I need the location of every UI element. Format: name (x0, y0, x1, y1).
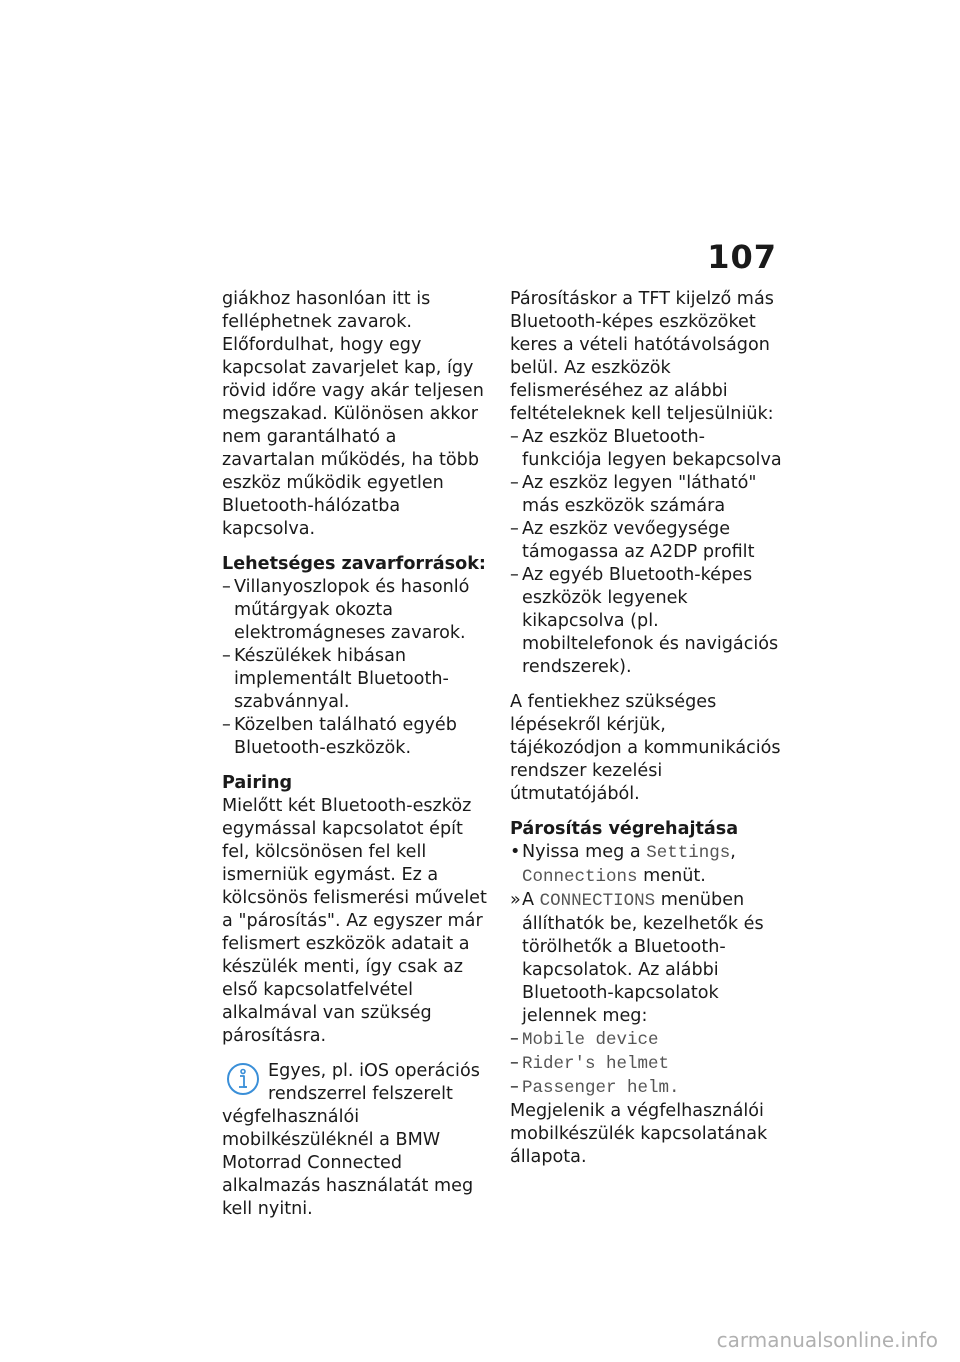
result-item: » A CONNECTIONS menüben állíthatók be, kezelhetők és törölhetők a Bluetooth-kapcsolatok. Az alábbi Bluetooth-kapcsolatok jelennek meg: (510, 890, 764, 1026)
list-item: – Közelben található egyéb Bluetooth-eszközök. (222, 715, 457, 758)
list-item: – Az eszköz legyen "látható" más eszközök számára (510, 473, 757, 516)
connection-item: – Passenger helm. (510, 1077, 680, 1098)
interference-sources-list (222, 576, 494, 760)
list-item: – Villanyoszlopok és hasonló műtárgyak okozta elektromágneses zavarok. (222, 577, 470, 643)
settings-menu-ref: Settings (646, 843, 731, 863)
pairing-paragraph: Mielőtt két Bluetooth-eszköz egymással kapcsolatot épít fel, kölcsönösen fel kell ismerniük egymást. Ez a kölcsönös felismerési művelet a "párosítás". Az egyszer már felismert eszközök adatait a készülék menti, így csak az első kapcsolatfelvétel alkalmával van szükség párosításra. (222, 796, 487, 1046)
left-column (222, 288, 494, 1221)
page-number: 107 (707, 238, 777, 276)
info-note (222, 1060, 494, 1221)
conditions-list (510, 426, 782, 679)
bullet-icon: • (510, 842, 521, 862)
pairing-steps (510, 841, 782, 1100)
step-item: • Nyissa meg a Settings, Connections menüt. (510, 842, 736, 887)
connection-item: – Rider's helmet (510, 1053, 670, 1074)
list-item: – Az egyéb Bluetooth-képes eszközök legyenek kikapcsolva (pl. mobiltelefonok és navigációs rendszerek). (510, 565, 779, 677)
info-note-text: Egyes, pl. iOS operációs rendszerrel felszerelt végfelhasználói mobilkészüléknél a BMW Motorrad Connected alkalmazás használatát meg kell nyitni. (222, 1061, 480, 1219)
pairing-execution-heading: Párosítás végrehajtása (510, 819, 739, 839)
watermark: carmanualsonline.info (716, 1328, 938, 1352)
more-info-paragraph: A fentiekhez szükséges lépésekről kérjük, tájékozódjon a kommunikációs rendszer kezelési útmutatójából. (510, 692, 781, 804)
right-column (510, 288, 782, 1181)
connections-menu-title: CONNECTIONS (539, 891, 656, 911)
info-icon (226, 1062, 260, 1096)
list-item: – Az eszköz Bluetooth-funkciója legyen bekapcsolva (510, 427, 782, 470)
pairing-intro-paragraph: Párosításkor a TFT kijelző más Bluetooth-képes eszközöket keres a vételi hatótávolságon belül. Az eszközök felismeréséhez az alábbi feltételeknek kell teljesülniük: (510, 289, 774, 424)
connection-item: – Mobile device (510, 1029, 659, 1050)
intro-paragraph: giákhoz hasonlóan itt is felléphetnek zavarok. Előfordulhat, hogy egy kapcsolat zavarjelet kap, így rövid időre vagy akár teljesen megszakad. Különösen akkor nem garantálható a zavartalan működés, ha több eszköz működik egyetlen Bluetooth-hálózatba kapcsolva. (222, 289, 484, 539)
connections-menu-ref: Connections (522, 867, 638, 887)
result-arrow-icon: » (510, 890, 521, 910)
pairing-heading: Pairing (222, 773, 293, 793)
list-item: – Készülékek hibásan implementált Bluetooth-szabvánnyal. (222, 646, 449, 712)
list-item: – Az eszköz vevőegysége támogassa az A2DP profilt (510, 519, 755, 562)
interference-sources-heading: Lehetséges zavarforrások: (222, 554, 486, 574)
outro-paragraph: Megjelenik a végfelhasználói mobilkészülék kapcsolatának állapota. (510, 1101, 768, 1167)
